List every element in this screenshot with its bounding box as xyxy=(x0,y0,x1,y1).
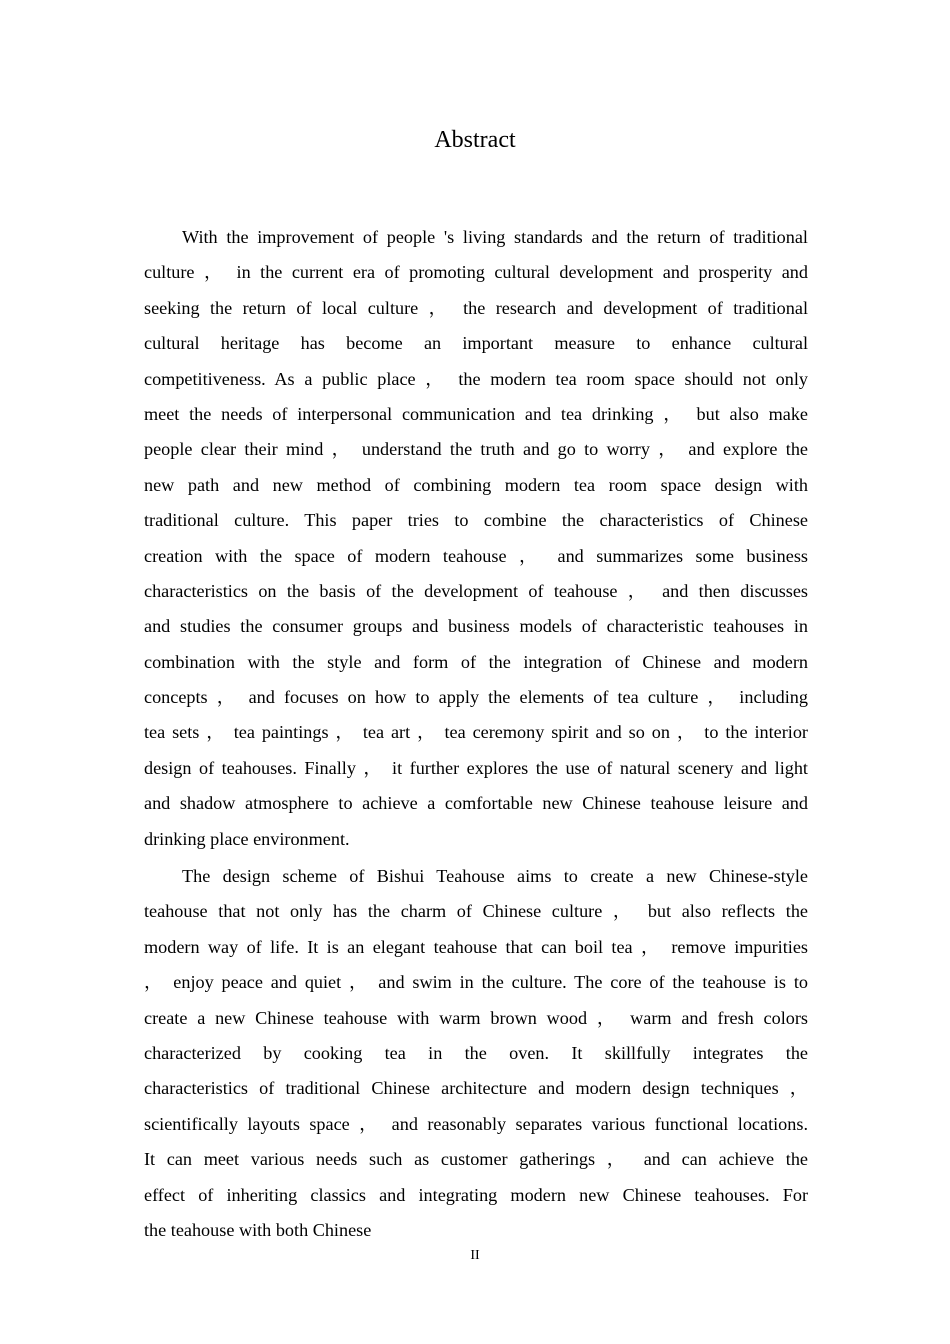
paragraph-line: and shadow atmosphere to achieve a comfortable new Chinese teahouse leisure and xyxy=(144,793,808,814)
paragraph-line: people clear their mind ， understand the truth and go to worry ， and explore the xyxy=(144,439,808,460)
paragraph-line: new path and new method of combining modern tea room space design with xyxy=(144,474,808,495)
paragraph-line: The design scheme of Bishui Teahouse aims to create a new Chinese-style xyxy=(182,866,808,887)
paragraph-line: create a new Chinese teahouse with warm brown wood ， warm and fresh colors xyxy=(144,1007,808,1028)
paragraph-line: teahouse that not only has the charm of Chinese culture ， but also reflects the xyxy=(144,901,808,922)
paragraph-line: With the improvement of people 's living standards and the return of traditional xyxy=(182,227,808,247)
paragraph-line: combination with the style and form of the integration of Chinese and modern xyxy=(144,651,808,672)
paragraph-line: the teahouse with both Chinese xyxy=(144,1219,372,1240)
page-number: II xyxy=(470,1248,480,1263)
paragraph-line: and studies the consumer groups and business models of characteristic teahouses in xyxy=(144,616,808,637)
paragraph-line: cultural heritage has become an important measure to enhance cultural xyxy=(144,333,808,354)
paragraph-line: characteristics on the basis of the development of teahouse ， and then discusses xyxy=(144,580,808,601)
paragraph-line: traditional culture. This paper tries to combine the characteristics of Chinese xyxy=(144,510,808,531)
paragraph-line: drinking place environment. xyxy=(144,828,350,849)
paragraph-1 xyxy=(144,220,808,857)
paragraph-line: concepts ， and focuses on how to apply the elements of tea culture ， including xyxy=(144,687,808,708)
paragraph-line: seeking the return of local culture ， the research and development of traditional xyxy=(144,297,808,318)
paragraph-line: It can meet various needs such as customer gatherings ， and can achieve the xyxy=(144,1149,808,1170)
paragraph-line: competitiveness. As a public place ， the modern tea room space should not only xyxy=(144,368,808,389)
paragraph-line: tea sets ， tea paintings ， tea art ， tea ceremony spirit and so on ， to the interior xyxy=(144,722,808,743)
paragraph-line: design of teahouses. Finally ， it further explores the use of natural scenery and light xyxy=(144,757,808,778)
page-title: Abstract xyxy=(434,127,516,153)
paragraph-line: effect of inheriting classics and integrating modern new Chinese teahouses. For xyxy=(144,1184,808,1205)
paragraph-line: characterized by cooking tea in the oven. It skillfully integrates the xyxy=(144,1042,808,1063)
abstract-body xyxy=(144,220,808,1248)
paragraph-2 xyxy=(144,859,808,1248)
paragraph-line: meet the needs of interpersonal communication and tea drinking ， but also make xyxy=(144,403,808,424)
paragraph-line: characteristics of traditional Chinese architecture and modern design techniques ， xyxy=(144,1078,808,1099)
paragraph-line: culture ， in the current era of promoting cultural development and prosperity and xyxy=(144,262,808,283)
paragraph-line: modern way of life. It is an elegant teahouse that can boil tea ， remove impurities xyxy=(144,936,808,957)
paragraph-line: scientifically layouts space ， and reasonably separates various functional locations. xyxy=(144,1113,808,1134)
paragraph-line: ， enjoy peace and quiet ， and swim in the culture. The core of the teahouse is to xyxy=(144,972,808,993)
paragraph-line: creation with the space of modern teahouse ， and summarizes some business xyxy=(144,545,808,566)
